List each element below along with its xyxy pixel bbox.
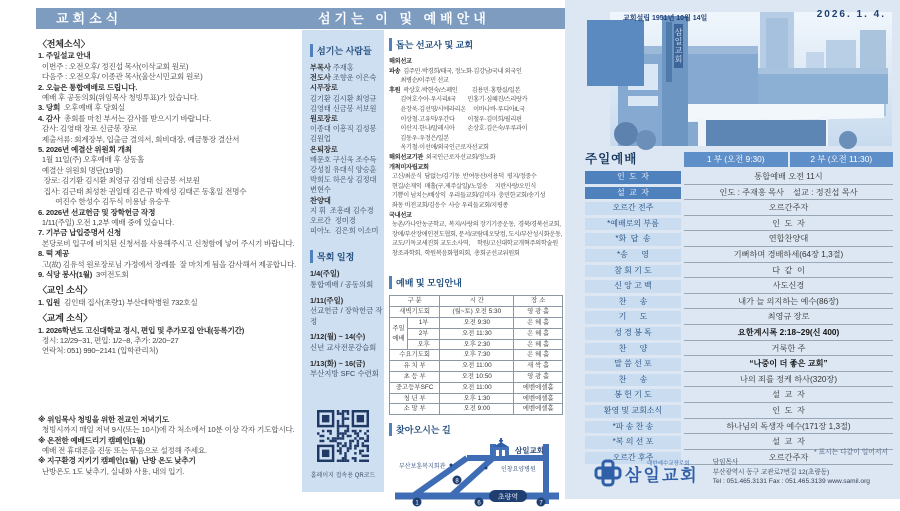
worship-row-label: 성 경 봉 독 — [585, 327, 681, 340]
text-line: ※ 지구환경 지키기 캠페인(1월) 난방 온도 낮추기 — [38, 456, 196, 466]
worship-part1: 1 부 (오전 9:30) — [684, 152, 788, 167]
worship-row-label: *화 답 송 — [585, 233, 681, 246]
text-line: 예배 후 공동의회(위임목사 청빙투표)가 있습니다. — [38, 93, 199, 103]
worship-row-label: *복 의 선 포 — [585, 436, 681, 449]
worship-row-label: 오르간 전주 — [585, 202, 681, 215]
map-exit-6 — [475, 498, 484, 507]
church-photo — [610, 12, 892, 146]
meetings-col-time: 시 간 — [440, 296, 514, 307]
worship-row — [585, 296, 893, 310]
text-line: 김여호수아·우시리/I국 민홍기·심혜진/스리랑카 — [389, 96, 528, 104]
text-line: 1/4(주일) — [310, 269, 340, 279]
worship-row-value: 설 교 자 — [684, 436, 893, 450]
church-notices — [38, 415, 308, 477]
worship-row — [585, 374, 893, 388]
worship-row-value: 내가 늘 의지하는 예수(86장) — [684, 296, 893, 310]
text-line: 장애/부산장애인전도협회, 문서/코람데오닷컴, 도시/부산성시화운동, — [389, 230, 563, 238]
text-line: 1/13(화) ~ 16(금) — [310, 358, 366, 368]
text-line: 9. 식당 봉사(1월) 3여전도회 — [38, 269, 129, 279]
map-dot-hospital — [485, 467, 488, 470]
map-church-label: 삼일교회 — [515, 446, 544, 456]
church-news-lines — [38, 39, 308, 357]
worship-row-label: 찬 송 — [585, 374, 681, 387]
text-line: 해외선교 — [389, 58, 412, 65]
text-line: 부목사 주재홍 — [310, 63, 354, 72]
ministry-schedule-list — [310, 269, 384, 379]
worship-footnote: * 표시는 다같이 일어서서 — [814, 449, 888, 456]
text-line: 좌동 비전교회/김응수 사승 우리들교회/지평종 — [389, 201, 509, 209]
worship-row-label: *예배로의 부름 — [585, 218, 681, 231]
meetings-cell: 오후 1:30 — [440, 393, 514, 404]
svg-text:7: 7 — [539, 500, 543, 507]
worship-row — [585, 405, 893, 419]
worship-row — [585, 327, 893, 341]
map-exit-1 — [413, 498, 422, 507]
meetings-cell: 에벤에셀홀 — [514, 393, 563, 404]
text-line: 1. 2026학년도 고신대학교 정시, 편입 및 추가모집 안내(등록기간) — [38, 325, 245, 335]
church-phone: Tel : 051.465.3131 Fax : 051.465.3139 www.samil.org — [712, 478, 870, 486]
text-line: 교도/기독교세진회 교도소사역, 학원/고신대학교개혁주의학술원 — [389, 240, 558, 248]
cross-logo-icon — [595, 460, 621, 486]
map-station-label: 초량역 — [497, 494, 519, 502]
church-logo — [595, 459, 699, 486]
text-line: 8. 떡 제공 — [38, 249, 70, 259]
text-line: 이산지·한나/말레시아 손상호·김은숙/우루과이 — [389, 125, 528, 133]
text-line: 난방온도 1도 낮추기, 실내화 사용, 내의 입기. — [38, 466, 185, 476]
map-image — [389, 442, 565, 506]
worship-row — [585, 218, 893, 232]
worship-row-label: 찬 양 — [585, 343, 681, 356]
footer — [595, 458, 895, 487]
meetings-row — [390, 318, 563, 329]
meetings-row — [390, 307, 563, 318]
church-contact-info — [713, 458, 870, 487]
text-line: 은퇴장로 — [310, 144, 338, 154]
header-band — [36, 8, 565, 29]
qr-code — [310, 410, 384, 467]
svg-text:1: 1 — [415, 500, 419, 507]
meetings-row — [390, 339, 563, 350]
worship-row-value: 다 같 이 — [684, 265, 893, 279]
meetings-row — [390, 361, 563, 372]
worship-row — [585, 202, 893, 216]
map-dot-hall — [450, 464, 453, 467]
text-line: 집사: 김근태 최성찬 권일태 김은규 박제성 김태곤 동홍일 전명수 — [38, 186, 247, 196]
worship-title: 주일예배 — [585, 152, 638, 166]
worship-row-value: 인 도 자 — [684, 405, 893, 419]
text-line: 1/11(주일) 오전 1,2부 예배 중에 있습니다. — [38, 217, 175, 227]
meetings-col-type: 구 분 — [390, 296, 440, 307]
text-line: 이종대 이흥직 김성봉 — [310, 124, 377, 134]
worship-row — [585, 421, 893, 435]
worship-row — [585, 280, 893, 294]
text-line: 신년 교사전문강습회 — [310, 343, 377, 353]
worship-header-row — [585, 152, 893, 167]
text-line: 전도사 조향운 이은숙 — [310, 73, 377, 83]
denomination-label: 대한예수교장로회 — [647, 460, 690, 467]
worship-row-label: 환영 및 교회소식 — [585, 405, 681, 418]
worship-row-label: 기 도 — [585, 311, 681, 324]
text-line: 감사: 김영태 장로 신금봉 장로 — [38, 124, 138, 134]
meetings-cell: 오전 10:50 — [440, 372, 514, 383]
meetings-cell: 은 혜 홀 — [514, 328, 563, 339]
svg-text:6: 6 — [477, 500, 481, 507]
meetings-cell: 오전 11:30 — [440, 328, 514, 339]
text-line: 김기환 김시환 최영규 — [310, 93, 377, 103]
text-line: 7. 기부금 납입증명서 신청 — [38, 228, 122, 238]
worship-row-value: 나의 죄를 정케 하사(320장) — [684, 374, 893, 388]
text-line: 부산지방 SFC 수련회 — [310, 369, 379, 379]
meetings-col-place: 장 소 — [514, 296, 563, 307]
text-line: 선교헌금 / 장학헌금 작정 — [310, 306, 383, 326]
worship-row-label: 말 씀 선 포 — [585, 358, 681, 371]
text-line: 여진수 한성수 김두식 이용남 유승우 — [38, 197, 170, 207]
qr-code-image — [317, 410, 369, 462]
text-line: 1/11(주일) — [310, 295, 344, 305]
worship-row-label: 참 회 기 도 — [585, 265, 681, 278]
qr-caption: 홈페이지 접속용 QR코드 — [310, 472, 376, 479]
text-line: 후원 곽상호·박현숙/스페인 김용민·홍향실/일본 — [389, 86, 521, 94]
meetings-cell: 오후 7:30 — [440, 350, 514, 361]
map-exit-8 — [453, 476, 462, 485]
meetings-cell: 유 치 부 — [390, 361, 440, 372]
text-line: 예결산 위원회 명단(19명) — [38, 165, 123, 175]
worship-row-value: 인도 : 주재홍 목사 설교 : 정진섭 목사 — [684, 187, 893, 201]
text-line: 제출서류: 회계장부, 입출금 결의서, 회비대장, 예금통장 결산서 — [38, 134, 240, 144]
worship-row-value: 오르간주자 — [684, 452, 893, 466]
text-line: 국내선교 — [389, 211, 412, 219]
text-line: 강성칠 유대식 양승훈 — [310, 165, 377, 175]
text-line: 시무장로 — [310, 83, 338, 93]
text-line: 변현수 — [310, 185, 331, 195]
text-line: 다음주 : 오전오후/ 이종관 목사(울산시민교회 원로) — [38, 72, 203, 82]
missions-column — [389, 36, 565, 511]
meetings-cell: 에벤에셀홀 — [514, 404, 563, 415]
worship-row-value: 기뻐하며 경배하세(64장 1,3절) — [684, 249, 893, 263]
svg-text:8: 8 — [455, 478, 459, 485]
news-section-title: 교회소식 — [56, 11, 123, 26]
meetings-cell: 1부 — [408, 318, 440, 329]
section-heading: 〈교계 소식〉 — [38, 313, 92, 324]
servants-title: 섬기는 사람들 — [310, 44, 384, 57]
worship-row-value: 거룩한 주 — [684, 343, 893, 357]
meetings-row — [390, 372, 563, 383]
missions-title: 돕는 선교사 및 교회 — [389, 38, 565, 51]
worship-row — [585, 358, 893, 372]
meetings-cell: 수요기도회 — [390, 350, 440, 361]
worship-row-value: 연합찬양대 — [684, 233, 893, 247]
text-line: 오르간 정미경 — [310, 216, 356, 226]
text-line: 피아노 김은희 이소미 — [310, 226, 379, 236]
text-line: ※ 위임목사 청빙을 위한 전교인 저녁기도 — [38, 414, 169, 424]
map-hospital-label: 인창요양병원 — [501, 467, 536, 474]
text-line: 1월 11일(주) 오후예배 후 상동홀 — [38, 155, 145, 165]
meetings-cell: 오전 9:30 — [440, 318, 514, 329]
text-line: 윤장욱·김선영/시에라리온 이바나바·루디아/L국 — [389, 105, 525, 113]
worship-row-value: “나중이 더 좋은 교회” — [684, 358, 893, 372]
worship-row — [585, 171, 893, 185]
worship-row-label: 신 앙 고 백 — [585, 280, 681, 293]
worship-row — [585, 233, 893, 247]
text-line: 옥기철·이선애/외국인근로자선교회 — [389, 144, 489, 152]
meetings-cell: 오전 11:00 — [440, 361, 514, 372]
worship-row-label: *송 영 — [585, 249, 681, 262]
text-line: 2. 오늘은 통합예배로 드립니다. — [38, 82, 138, 92]
meetings-group-cell: 주일예배 — [390, 318, 408, 350]
pastor-label: 담임목사 — [712, 459, 739, 466]
meetings-row — [390, 350, 563, 361]
text-line: 이상철·고유덕/우간다 이철우·김미희/필리핀 — [389, 115, 522, 123]
text-line: 농촌/가나안농군학교, 복지/사랑의 장기기증운동, 경북/경북선교회, — [389, 221, 561, 229]
text-line: 김영태 신금봉 서보원 — [310, 103, 377, 113]
text-line: 현길/손재익 매홀(구,제주살일)/노일송 지란사랑/오민식 — [389, 182, 536, 190]
section-heading: 〈전체소식〉 — [38, 39, 90, 49]
meetings-title: 예배 및 모임안내 — [389, 276, 565, 289]
text-line: 통합예배 / 공동의회 — [310, 280, 374, 290]
text-line: 최병순/이주민 선교 — [389, 77, 449, 85]
worship-part2: 2 부 (오전 11:30) — [790, 152, 894, 167]
directions-title: 찾아오시는 길 — [389, 423, 565, 436]
worship-row-value: 요한계시록 2:18~29(신 400) — [684, 327, 893, 341]
meetings-row — [390, 328, 563, 339]
meetings-cell: 2부 — [408, 328, 440, 339]
text-line: 5. 2026년 예결산 위원회 개최 — [38, 145, 132, 155]
text-line: 정시: 12/29~31, 편입: 1/2~8, 추가: 2/20~27 — [38, 335, 179, 345]
church-news-column — [38, 34, 308, 477]
text-line: 청빙시까지 매일 저녁 9시(또는 10시)에 각 처소에서 10분 이상 각자 기도합시다. — [38, 425, 295, 435]
map-hall-label: 부산보훈복지회관 — [399, 464, 446, 471]
text-line: ※ 온전한 예배드리기 캠페인(1월) — [38, 435, 146, 445]
worship-order-table — [585, 152, 893, 467]
church-icon — [493, 438, 509, 456]
text-line: 찬양대 — [310, 195, 331, 205]
text-line: 1. 주일설교 안내 — [38, 51, 91, 61]
meetings-cell: 오후 2:30 — [440, 339, 514, 350]
worship-order-panel — [565, 0, 900, 499]
worship-row-value: 사도신경 — [684, 280, 893, 294]
servants-list — [310, 63, 384, 236]
map-exit-7 — [537, 498, 546, 507]
worship-row-label: 찬 송 — [585, 296, 681, 309]
text-line: 연락처: 051) 990~2141 (입학관리처) — [38, 346, 159, 356]
meetings-cell: 새벽기도회 — [390, 307, 440, 318]
meetings-cell: 은 혜 홀 — [514, 350, 563, 361]
text-line: 6. 2026년 선교헌금 및 장학헌금 작정 — [38, 207, 156, 217]
meetings-row — [390, 393, 563, 404]
text-line: 기쁨이 넘치는/배상익 우리들교회/김미자 충민한교회/송기성 — [389, 192, 546, 200]
text-line: 본당로비 입구에 비치된 신청서를 사용해주시고 신청함에 넣어 주시기 바랍니다. — [38, 238, 295, 248]
servants-panel — [302, 30, 384, 492]
worship-row-label: 오르간 후주 — [585, 452, 681, 465]
church-address: 부산광역시 동구 교관로7번길 12(초량동) — [712, 468, 830, 476]
meetings-cell: 새 싹 홀 — [514, 361, 563, 372]
directions-map — [389, 442, 565, 511]
text-line: 원로장로 — [310, 114, 338, 124]
text-line: 고신/최운식 담없는/김기동 반여동산/서용덕 평지/정중수 — [389, 173, 537, 181]
text-line: 고(故) 김유석 원로장로님 가정에서 장례를 잘 마치게 됨을 감사해서 제공합니다. — [38, 259, 297, 269]
worship-row — [585, 265, 893, 279]
worship-row-value: 인 도 자 — [684, 218, 893, 232]
worship-guide-section-title: 섬기는 이 및 예배안내 — [318, 11, 490, 26]
text-line: 4. 감사 총회를 마친 부서는 감사를 받으시기 바랍니다. — [38, 113, 211, 123]
text-line: 1/12(월) ~ 14(수) — [310, 332, 366, 342]
established-date: 교회설립 1951년 10월 14일 — [623, 15, 708, 22]
meetings-cell: 은 혜 홀 — [514, 318, 563, 329]
worship-row — [585, 389, 893, 403]
text-line: 창조과학회, 학원복음화협의회, 총회군선교위원회 — [389, 249, 520, 257]
text-line: 3. 당회 오후예배 후 당회실 — [38, 103, 125, 113]
worship-row-value: 통합예배 오전 11시 — [684, 171, 893, 185]
worship-row — [585, 187, 893, 201]
meetings-cell: 소 망 부 — [390, 404, 440, 415]
worship-row — [585, 249, 893, 263]
meetings-cell: 에벤에셀홀 — [514, 382, 563, 393]
meetings-cell: 중고등부SFC — [390, 382, 440, 393]
meetings-cell: 오후 — [408, 339, 440, 350]
worship-row-value: 최영규 장로 — [684, 311, 893, 325]
meetings-cell: (월~토) 오전 5:30 — [440, 307, 514, 318]
meetings-row — [390, 382, 563, 393]
worship-row-label: 인 도 자 — [585, 171, 681, 184]
worship-row-value: 설 교 자 — [684, 389, 893, 403]
decorative-square — [587, 20, 644, 86]
meetings-table — [389, 295, 563, 415]
worship-row-value: 오르간주자 — [684, 202, 893, 216]
text-line: 이번주 : 오전오후/ 정진섭 목사(이삭교회 원로) — [38, 61, 189, 71]
text-line: 장로: 김기환 김시환 최영규 김영태 신금봉 서보원 — [38, 176, 200, 186]
meetings-cell: 오전 11:00 — [440, 382, 514, 393]
worship-row — [585, 311, 893, 325]
worship-row-label: 설 교 자 — [585, 187, 681, 200]
missions-list — [389, 57, 565, 258]
worship-row-label: *파 송 찬 송 — [585, 421, 681, 434]
worship-row-value: 하나님의 독생자 예수(171장 1,3절) — [684, 421, 893, 435]
meetings-cell: 영 광 홀 — [514, 372, 563, 383]
tower-sign: 삼일교회 — [674, 28, 683, 64]
bulletin-date: 2026. 1. 4. — [816, 9, 886, 20]
meetings-cell: 오전 9:00 — [440, 404, 514, 415]
meetings-cell: 청 년 부 — [390, 393, 440, 404]
text-line: 예배 전 휴대폰을 진동 또는 무음으로 설정해 주세요. — [38, 446, 207, 455]
ministry-schedule-title: 목회 일정 — [310, 250, 384, 263]
text-line: 파송 김주민·박경희/태국, 정노화·김강남/국내 외국인 — [389, 67, 522, 75]
text-line: 배문호 구신욱 조수득 — [310, 154, 377, 164]
meetings-cell: 영 광 홀 — [514, 307, 563, 318]
text-line: 해외선교기관 외국인근로자선교회/정노화 — [389, 153, 496, 161]
worship-row — [585, 343, 893, 357]
worship-row-label: 봉 헌 기 도 — [585, 389, 681, 402]
text-line: 1. 입원 김인태 집사(초량1) 부산대학병원 732호실 — [38, 297, 198, 307]
meetings-cell: 은 혜 홀 — [514, 339, 563, 350]
text-line: 김동우·우정은/일본 — [389, 134, 449, 142]
meetings-cell: 초 등 부 — [390, 372, 440, 383]
text-line: 개척미자립교회 — [389, 163, 429, 171]
section-heading: 〈교인 소식〉 — [38, 285, 92, 296]
meetings-row — [390, 404, 563, 415]
text-line: 김원업 — [310, 134, 331, 144]
text-line: 박희도 하은상 김정대 — [310, 175, 377, 185]
text-line: 지 휘 조흥래 김수경 — [310, 205, 374, 215]
church-name: 삼일교회 — [625, 465, 699, 485]
